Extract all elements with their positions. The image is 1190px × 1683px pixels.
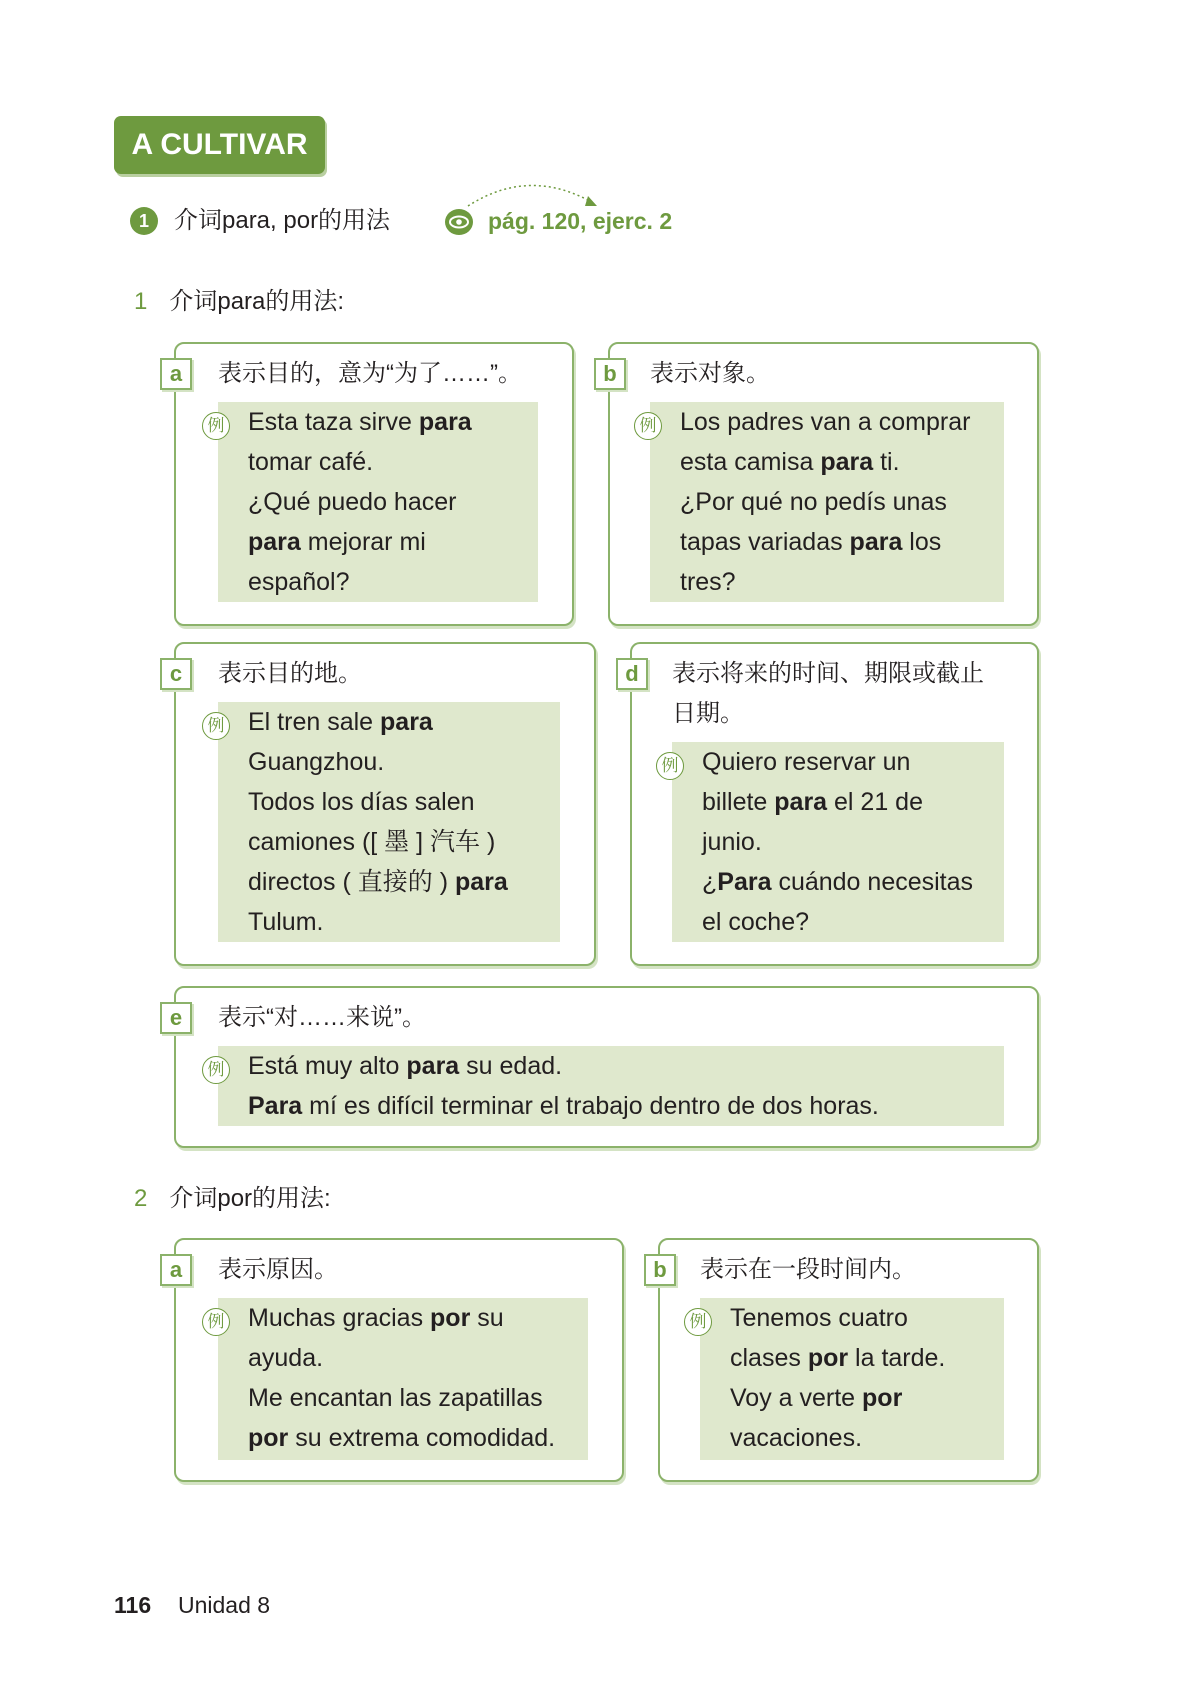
example-icon: 例	[202, 1056, 230, 1084]
example-line: junio.	[702, 828, 762, 856]
usage-box-a	[169, 342, 574, 626]
item-title	[174, 204, 390, 238]
example-line: Esta taza sirve para	[248, 408, 472, 436]
example-icon: 例	[634, 412, 662, 440]
box-letter: e	[160, 1002, 192, 1034]
unit-label: Unidad 8	[178, 1592, 271, 1618]
example-line: por su extrema comodidad.	[248, 1424, 556, 1452]
box-title: 表示原因。	[218, 1256, 338, 1283]
example-line: Tulum.	[248, 908, 324, 936]
example-icon: 例	[202, 712, 230, 740]
example-line: Los padres van a comprar	[680, 408, 971, 436]
box-title: 表示在一段时间内。	[700, 1256, 916, 1283]
example-line: Para mí es difícil terminar el trabajo dentro de dos horas.	[248, 1092, 879, 1120]
example-block	[207, 702, 560, 942]
example-block	[207, 402, 538, 602]
box-title: 表示目的地。	[218, 660, 362, 687]
sub1-number: 1	[134, 288, 148, 315]
example-line: ¿Por qué no pedís unas	[680, 488, 947, 516]
example-line: Me encantan las zapatillas	[248, 1384, 543, 1412]
box-letter: b	[594, 358, 626, 390]
page-number: 116	[114, 1592, 152, 1618]
usage-box-c	[169, 642, 596, 966]
example-line: vacaciones.	[730, 1424, 863, 1452]
page-reference-link[interactable]: pág. 120, ejerc. 2	[488, 208, 673, 234]
example-line: tres?	[680, 568, 736, 596]
example-line: Guangzhou.	[248, 748, 385, 776]
usage-box-d	[625, 642, 1039, 966]
example-line: Está muy alto para su edad.	[248, 1052, 563, 1080]
box-letter: d	[616, 658, 648, 690]
example-block	[689, 1298, 1004, 1460]
example-line: Voy a verte por	[730, 1384, 903, 1412]
example-block	[207, 1298, 588, 1460]
usage-box-b	[603, 342, 1039, 626]
example-block	[207, 1046, 1004, 1126]
usage-box-por-b	[653, 1238, 1039, 1482]
sub2-heading	[134, 1182, 331, 1216]
sub1-heading	[134, 285, 344, 319]
example-icon: 例	[656, 752, 684, 780]
box-title: 表示目的，意为“为了……”。	[218, 360, 522, 387]
section-tag: A CULTIVAR	[114, 116, 325, 174]
example-line: ayuda.	[248, 1344, 324, 1372]
example-line: español?	[248, 568, 350, 596]
example-line: tomar café.	[248, 448, 374, 476]
sub2-number: 2	[134, 1185, 148, 1212]
example-text	[248, 1298, 555, 1458]
example-line: clases por la tarde.	[730, 1344, 946, 1372]
example-icon: 例	[202, 1308, 230, 1336]
example-text	[702, 742, 973, 942]
box-title: 表示对象。	[650, 360, 770, 387]
box-letter: c	[160, 658, 192, 690]
item-title-text: 介词para, por的用法	[174, 207, 391, 234]
example-line: El tren sale para	[248, 708, 433, 736]
example-line: tapas variadas para los	[680, 528, 942, 556]
example-line: directos ( 直接的 ) para	[248, 868, 508, 896]
usage-box-e	[169, 986, 1039, 1148]
example-text	[248, 1046, 879, 1126]
example-line: Muchas gracias por su	[248, 1304, 504, 1332]
example-line: Todos los días salen	[248, 788, 475, 816]
example-line: Tenemos cuatro	[730, 1304, 908, 1332]
box-letter: b	[644, 1254, 676, 1286]
eye-icon	[445, 209, 473, 235]
example-line: para mejorar mi	[248, 528, 426, 556]
example-icon: 例	[684, 1308, 712, 1336]
item-number-badge: 1	[130, 207, 158, 235]
usage-box-por-a	[169, 1238, 624, 1482]
box-letter: a	[160, 1254, 192, 1286]
example-line: ¿Qué puedo hacer	[248, 488, 457, 516]
example-line: ¿Para cuándo necesitas	[702, 868, 974, 896]
example-line: el coche?	[702, 908, 810, 936]
example-text	[730, 1298, 945, 1458]
example-text	[248, 702, 508, 942]
example-text	[248, 402, 472, 602]
box-letter: a	[160, 358, 192, 390]
example-line: Quiero reservar un	[702, 748, 911, 776]
box-title: 表示“对……来说”。	[218, 1004, 426, 1031]
example-icon: 例	[202, 412, 230, 440]
example-text	[680, 402, 970, 602]
box-title: 表示将来的时间、期限或截止 日期。	[672, 660, 984, 727]
example-block	[639, 402, 1004, 602]
example-block	[661, 742, 1004, 942]
sub2-heading-text: 介词por的用法:	[169, 1185, 331, 1212]
sub1-heading-text: 介词para的用法:	[169, 288, 345, 315]
example-line: esta camisa para ti.	[680, 448, 900, 476]
example-line: billete para el 21 de	[702, 788, 923, 816]
example-line: camiones ([ 墨 ] 汽车 )	[248, 828, 496, 856]
